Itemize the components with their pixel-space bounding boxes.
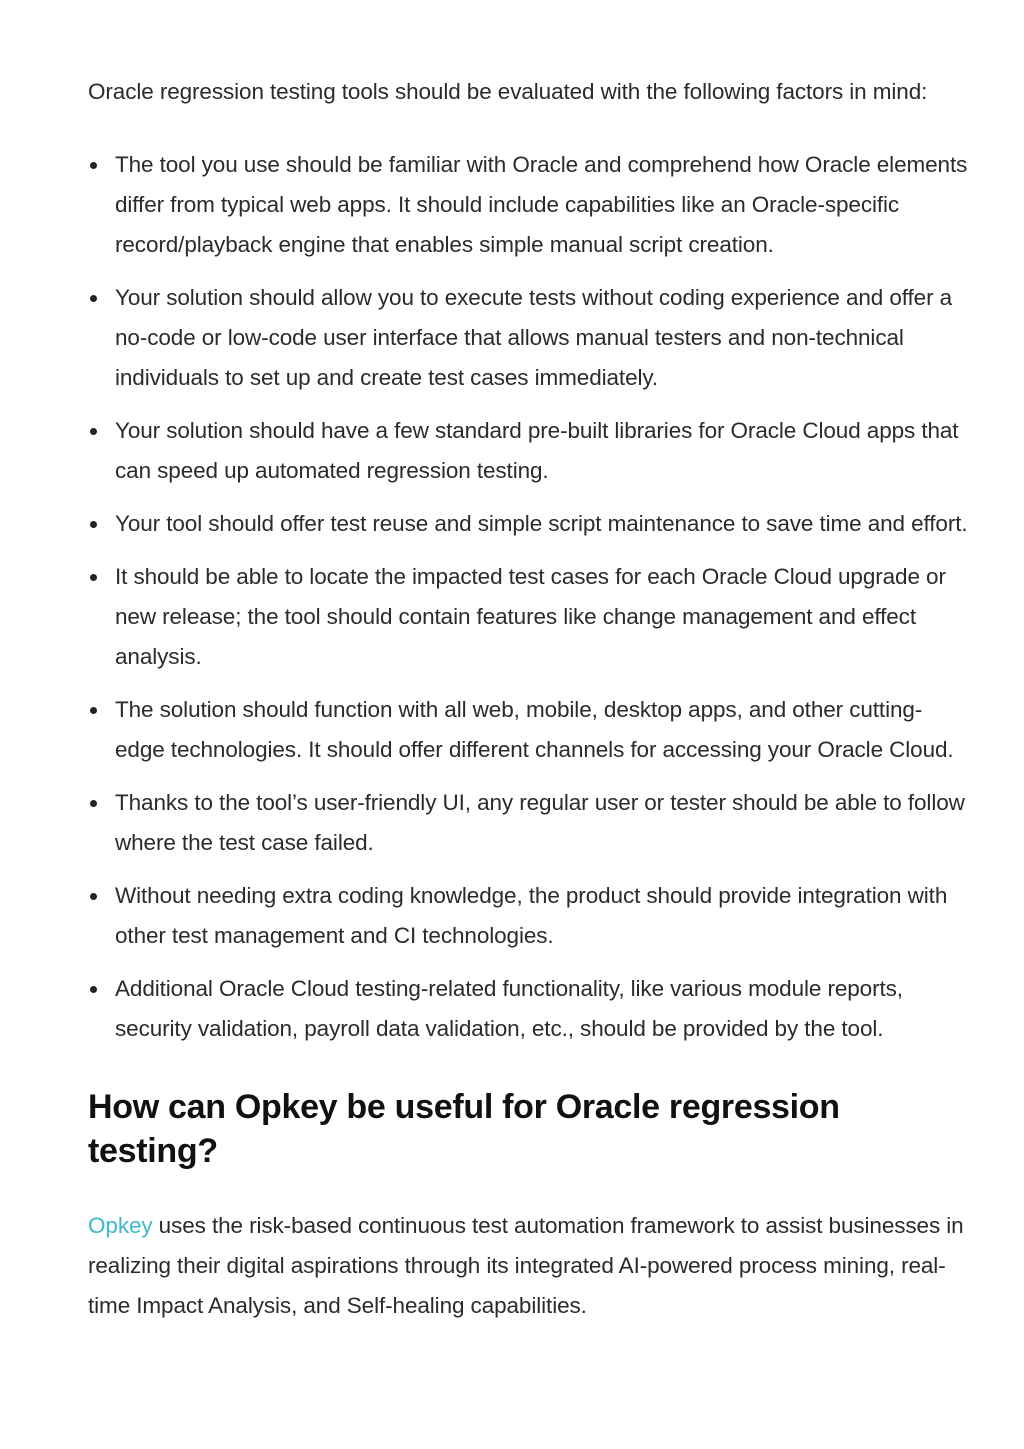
bullet-icon: [90, 162, 97, 169]
list-item: [88, 876, 968, 956]
list-item: [88, 411, 968, 491]
list-item-text: The solution should function with all web, mobile, desktop apps, and other cutting-edge technologies. It should offer different channels for accessing your Oracle Cloud.: [115, 697, 954, 762]
list-item: [88, 145, 968, 265]
bullet-icon: [90, 521, 97, 528]
list-item-text: Without needing extra coding knowledge, the product should provide integration with other test management and CI technologies.: [115, 883, 948, 948]
opkey-paragraph: [88, 1206, 968, 1326]
bullet-icon: [90, 986, 97, 993]
bullet-icon: [90, 893, 97, 900]
intro-paragraph: Oracle regression testing tools should be evaluated with the following factors in mind:: [88, 79, 928, 104]
list-item: [88, 278, 968, 398]
list-item: [88, 557, 968, 677]
bullet-icon: [90, 295, 97, 302]
bullet-icon: [90, 707, 97, 714]
bullet-icon: [90, 428, 97, 435]
list-item-text: Thanks to the tool’s user-friendly UI, any regular user or tester should be able to follow where the test case failed.: [115, 790, 965, 855]
list-item: [88, 969, 968, 1049]
list-item-text: Your solution should allow you to execute tests without coding experience and offer a no-code or low-code user interface that allows manual testers and non-technical individuals to set up and create test cases immediately.: [115, 285, 953, 390]
section-heading: How can Opkey be useful for Oracle regression testing?: [88, 1088, 840, 1170]
article-content: [88, 72, 968, 1326]
list-item-text: Your tool should offer test reuse and simple script maintenance to save time and effort.: [115, 511, 968, 536]
evaluation-factors-list: [88, 145, 968, 1049]
bullet-icon: [90, 574, 97, 581]
list-item: [88, 504, 968, 544]
opkey-link[interactable]: Opkey: [88, 1213, 153, 1238]
list-item: [88, 690, 968, 770]
list-item: [88, 783, 968, 863]
list-item-text: Additional Oracle Cloud testing-related functionality, like various module reports, security validation, payroll data validation, etc., should be provided by the tool.: [115, 976, 903, 1041]
list-item-text: It should be able to locate the impacted test cases for each Oracle Cloud upgrade or new release; the tool should contain features like change management and effect analysis.: [115, 564, 946, 669]
bullet-icon: [90, 800, 97, 807]
opkey-paragraph-text: uses the risk-based continuous test automation framework to assist businesses in realizing their digital aspirations through its integrated AI-powered process mining, real-time Impact Analysis, and Self-healing capabilities.: [88, 1213, 964, 1318]
list-item-text: The tool you use should be familiar with Oracle and comprehend how Oracle elements differ from typical web apps. It should include capabilities like an Oracle-specific record/playback engine that enables simple manual script creation.: [115, 152, 968, 257]
list-item-text: Your solution should have a few standard pre-built libraries for Oracle Cloud apps that can speed up automated regression testing.: [115, 418, 959, 483]
